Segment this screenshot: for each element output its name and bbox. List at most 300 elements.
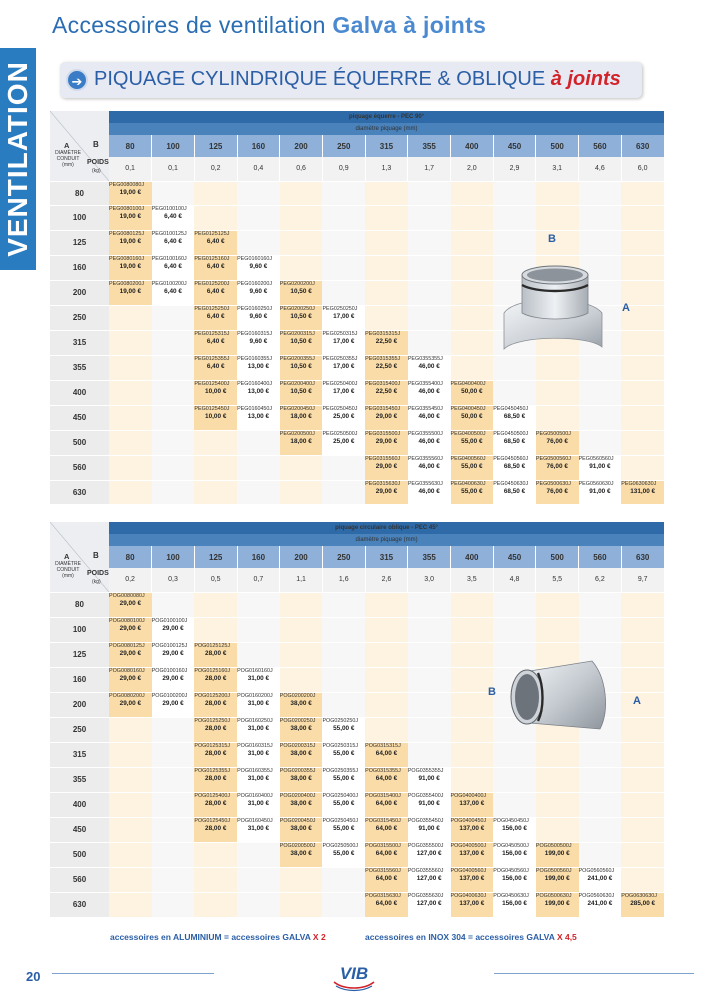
price-cell (621, 230, 664, 255)
table-row (50, 617, 664, 642)
product-price: 19,00 € (119, 212, 141, 220)
price-cell (280, 817, 323, 842)
table-row (50, 230, 664, 255)
footer-divider-right (494, 973, 694, 974)
weight-cell: 6,2 (579, 568, 622, 592)
price-cell (237, 230, 280, 255)
price-cell (408, 430, 451, 455)
product-price: 10,50 € (290, 337, 312, 345)
price-cell (451, 480, 494, 504)
product-code: PEG0200315J (279, 330, 315, 337)
row-label: 630 (50, 480, 109, 504)
product-code: POG0080200J (109, 692, 145, 699)
price-cell (579, 592, 622, 617)
product-price: 76,00 € (546, 487, 568, 495)
product-price: 38,00 € (290, 824, 312, 832)
product-price: 46,00 € (418, 387, 440, 395)
product-code: POG0355500J (407, 842, 444, 849)
product-code: POG0200315J (279, 742, 316, 749)
price-cell (536, 205, 579, 230)
product-code: POG0500500J (535, 842, 572, 849)
price-cell (237, 181, 280, 205)
price-cell (109, 717, 152, 742)
product-code: PEG0080160J (109, 255, 145, 262)
product-price: 38,00 € (290, 849, 312, 857)
product-code: PEG0125450J (194, 405, 230, 412)
price-cell (451, 867, 494, 892)
table-row (50, 480, 664, 504)
product-code: PEG0160315J (237, 330, 273, 337)
weight-cell: 0,1 (109, 157, 152, 181)
product-price: 6,40 € (164, 262, 182, 270)
price-cell (493, 617, 536, 642)
table-row (50, 792, 664, 817)
product-price: 18,00 € (290, 437, 312, 445)
product-code: POG0400630J (450, 892, 487, 899)
product-price: 29,00 € (162, 699, 184, 707)
product-price: 28,00 € (205, 724, 227, 732)
product-code: POG0560560J (578, 867, 615, 874)
price-cell (408, 230, 451, 255)
product-code: PEG0125200J (194, 280, 230, 287)
price-cell (621, 617, 664, 642)
price-cell (237, 717, 280, 742)
column-header: 450 (493, 546, 536, 568)
column-header: 315 (365, 135, 408, 157)
product-code: PEG0450500J (493, 430, 529, 437)
product-code: POG0160250J (237, 717, 273, 724)
product-price: 19,00 € (119, 262, 141, 270)
table-row (50, 205, 664, 230)
dimension-label-a-1: A (622, 302, 630, 314)
product-price: 55,00 € (461, 462, 483, 470)
column-header: 355 (408, 135, 451, 157)
product-price: 31,00 € (247, 799, 270, 807)
product-price: 29,00 € (119, 674, 141, 682)
product-price: 131,00 € (630, 487, 656, 495)
subtitle-accent: à joints (550, 68, 621, 90)
product-price: 6,40 € (164, 287, 182, 295)
price-cell (280, 430, 323, 455)
product-code: POG0315560J (365, 867, 401, 874)
product-code: PEG0450450J (493, 405, 529, 412)
price-cell (408, 255, 451, 280)
product-code: POG0355355J (407, 767, 444, 774)
product-price: 156,00 € (502, 874, 527, 882)
price-cell (579, 380, 622, 405)
product-code: PEG0560560J (578, 455, 614, 462)
product-code: PEG0355400J (407, 380, 443, 387)
product-code: PEG0315500J (365, 430, 401, 437)
dimension-label-b-1: B (548, 233, 556, 245)
price-cell (365, 455, 408, 480)
product-code: PEG0500630J (535, 480, 571, 487)
page-title (52, 12, 486, 39)
price-cell (493, 592, 536, 617)
price-cell (493, 181, 536, 205)
price-cell (365, 330, 408, 355)
product-price: 285,00 € (630, 899, 656, 907)
price-cell (451, 181, 494, 205)
corner-header (50, 111, 109, 181)
price-cell (280, 181, 323, 205)
page-number: 20 (26, 969, 41, 984)
product-code: POG0400500J (450, 842, 487, 849)
price-cell (237, 280, 280, 305)
price-cell (194, 405, 237, 430)
price-cell (621, 792, 664, 817)
row-label: 560 (50, 867, 109, 892)
product-code: POG0400400J (450, 792, 487, 799)
price-cell (237, 817, 280, 842)
price-cell (493, 792, 536, 817)
price-cell (109, 742, 152, 767)
price-cell (237, 255, 280, 280)
product-price: 50,00 € (461, 412, 483, 420)
weight-cell: 0,1 (152, 157, 195, 181)
weight-cell: 0,2 (194, 157, 237, 181)
price-cell (237, 592, 280, 617)
price-cell (152, 355, 195, 380)
product-code: POG0200355J (279, 767, 316, 774)
row-label: 125 (50, 230, 109, 255)
weight-cell: 3,1 (536, 157, 579, 181)
product-price: 46,00 € (418, 487, 440, 495)
product-code: PEG0125315J (194, 330, 230, 337)
price-cell (536, 792, 579, 817)
column-header: 160 (237, 546, 280, 568)
product-price: 22,50 € (375, 387, 398, 395)
price-cell (109, 867, 152, 892)
column-header: 200 (280, 546, 323, 568)
product-price: 241,00 € (587, 874, 613, 882)
weight-cell: 2,0 (451, 157, 494, 181)
row-label: 500 (50, 430, 109, 455)
price-cell (365, 305, 408, 330)
product-code: POG0160200J (237, 692, 273, 699)
weight-cell: 1,6 (322, 568, 365, 592)
product-price: 76,00 € (546, 437, 568, 445)
price-cell (109, 842, 152, 867)
table-row (50, 380, 664, 405)
product-code: PEG0355355J (407, 355, 443, 362)
price-cell (451, 617, 494, 642)
price-cell (194, 330, 237, 355)
table-banner: piquage circulaire oblique - PEC 45° (109, 522, 664, 534)
price-cell (621, 742, 664, 767)
product-price: 28,00 € (205, 699, 227, 707)
price-cell (365, 255, 408, 280)
price-cell (194, 642, 237, 667)
price-cell (280, 642, 323, 667)
price-cell (322, 867, 365, 892)
row-label: 400 (50, 792, 109, 817)
row-label: 80 (50, 181, 109, 205)
product-code: PEG0200355J (279, 355, 315, 362)
price-cell (621, 692, 664, 717)
price-cell (322, 717, 365, 742)
price-cell (536, 405, 579, 430)
product-code: PEG0250500J (322, 430, 358, 437)
row-label: 400 (50, 380, 109, 405)
price-cell (621, 767, 664, 792)
price-cell (621, 592, 664, 617)
product-price: 199,00 € (544, 899, 570, 907)
product-code: POG0355400J (407, 792, 444, 799)
product-code: PEG0400560J (450, 455, 486, 462)
product-code: PEG0100125J (151, 230, 187, 237)
price-cell (109, 181, 152, 205)
price-cell (322, 667, 365, 692)
price-cell (194, 667, 237, 692)
price-cell (365, 230, 408, 255)
product-price: 29,00 € (119, 624, 141, 632)
corner-a: A (64, 141, 70, 150)
dimension-label-b-2: B (488, 686, 496, 698)
price-cell (322, 792, 365, 817)
price-cell (408, 480, 451, 504)
product-price: 6,40 € (206, 287, 225, 295)
price-cell (621, 455, 664, 480)
price-cell (322, 355, 365, 380)
product-code: POG0500560J (535, 867, 572, 874)
table-row (50, 405, 664, 430)
price-cell (493, 767, 536, 792)
product-price: 13,00 € (247, 362, 270, 370)
product-code: POG0355630J (407, 892, 444, 899)
product-price: 64,00 € (375, 899, 398, 907)
price-cell (322, 430, 365, 455)
product-code: PEG0160160J (237, 255, 273, 262)
product-code: POG0315450J (365, 817, 401, 824)
product-code: PEG0160450J (237, 405, 273, 412)
product-price: 17,00 € (333, 337, 355, 345)
price-cell (322, 280, 365, 305)
price-cell (194, 355, 237, 380)
price-cell (365, 817, 408, 842)
price-cell (194, 480, 237, 504)
product-price: 10,50 € (290, 312, 312, 320)
corner-poids: POIDS (87, 570, 109, 577)
price-cell (280, 455, 323, 480)
product-code: PEG0080080J (109, 181, 145, 188)
product-price: 28,00 € (205, 774, 227, 782)
product-price: 76,00 € (546, 462, 568, 470)
price-cell (152, 592, 195, 617)
product-price: 19,00 € (119, 287, 141, 295)
product-code: POG0125315J (194, 742, 231, 749)
price-cell (280, 480, 323, 504)
product-code: PEG0355500J (407, 430, 443, 437)
product-code: POG0450500J (493, 842, 529, 849)
product-code: PEG0400400J (450, 380, 486, 387)
price-cell (451, 205, 494, 230)
product-price: 6,40 € (206, 262, 225, 270)
price-cell (109, 642, 152, 667)
product-price: 55,00 € (333, 849, 355, 857)
price-cell (237, 667, 280, 692)
price-cell (152, 330, 195, 355)
product-code: PEG0355630J (407, 480, 443, 487)
product-code: PEG0500500J (535, 430, 571, 437)
price-cell (109, 792, 152, 817)
weight-cell: 3,0 (408, 568, 451, 592)
product-price: 19,00 € (119, 188, 141, 196)
product-price: 29,00 € (119, 599, 141, 607)
price-cell (237, 892, 280, 917)
product-code: POG0630630J (621, 892, 657, 899)
price-cell (109, 592, 152, 617)
price-cell (194, 617, 237, 642)
product-price: 10,50 € (290, 387, 312, 395)
price-cell (280, 717, 323, 742)
price-cell (536, 742, 579, 767)
price-cell (451, 330, 494, 355)
product-price: 28,00 € (205, 649, 227, 657)
price-cell (237, 305, 280, 330)
column-header: 630 (621, 135, 664, 157)
price-cell (322, 692, 365, 717)
price-cell (365, 717, 408, 742)
product-code: PEG0450560J (493, 455, 529, 462)
product-price: 55,00 € (333, 749, 355, 757)
price-cell (536, 817, 579, 842)
price-cell (109, 355, 152, 380)
corner-header (50, 522, 109, 592)
product-price: 64,00 € (375, 774, 398, 782)
product-code: PEG0125160J (194, 255, 230, 262)
column-header: 400 (451, 135, 494, 157)
product-price: 46,00 € (418, 362, 440, 370)
product-code: POG0250450J (322, 817, 359, 824)
price-cell (152, 480, 195, 504)
price-cell (408, 617, 451, 642)
price-cell (109, 480, 152, 504)
product-price: 29,00 € (119, 649, 141, 657)
price-cell (579, 181, 622, 205)
product-code: POG0160160J (237, 667, 273, 674)
table-row (50, 842, 664, 867)
product-price: 29,00 € (375, 437, 398, 445)
row-label: 100 (50, 205, 109, 230)
price-cell (493, 380, 536, 405)
price-cell (493, 842, 536, 867)
price-cell (280, 255, 323, 280)
product-price: 38,00 € (290, 749, 312, 757)
subtitle-main: PIQUAGE CYLINDRIQUE ÉQUERRE & OBLIQUE (94, 68, 546, 90)
product-price: 64,00 € (375, 799, 398, 807)
table-subbanner: diamètre piquage (mm) (109, 534, 664, 546)
price-cell (536, 617, 579, 642)
product-code: PEG0080125J (109, 230, 145, 237)
product-code: POG0125125J (194, 642, 231, 649)
price-cell (152, 742, 195, 767)
footnote-inox (365, 932, 577, 942)
price-cell (451, 842, 494, 867)
product-code: PEG0080200J (109, 280, 145, 287)
product-price: 22,50 € (375, 362, 398, 370)
product-price: 91,00 € (418, 774, 440, 782)
subtitle-text (94, 68, 621, 91)
piquage-equerre-photo (496, 255, 608, 359)
product-price: 91,00 € (589, 487, 611, 495)
product-code: POG0315400J (365, 792, 401, 799)
corner-diametre: DIAMÈTRE CONDUIT (mm) (55, 150, 81, 168)
price-cell (365, 892, 408, 917)
product-code: POG0100160J (151, 667, 188, 674)
price-cell (536, 767, 579, 792)
product-price: 46,00 € (418, 437, 440, 445)
product-code: PEG0400500J (450, 430, 486, 437)
weight-cell: 2,6 (365, 568, 408, 592)
row-label: 630 (50, 892, 109, 917)
product-code: PEG0315315J (365, 330, 401, 337)
product-price: 137,00 € (459, 874, 485, 882)
product-price: 46,00 € (418, 462, 440, 470)
price-cell (408, 892, 451, 917)
price-cell (194, 380, 237, 405)
price-cell (579, 480, 622, 504)
price-cell (621, 717, 664, 742)
product-code: POG0355450J (407, 817, 444, 824)
price-cell (280, 792, 323, 817)
product-price: 241,00 € (587, 899, 613, 907)
product-price: 10,50 € (290, 287, 312, 295)
weight-cell: 0,3 (152, 568, 195, 592)
price-cell (322, 380, 365, 405)
price-cell (237, 205, 280, 230)
product-price: 38,00 € (290, 724, 312, 732)
price-cell (365, 405, 408, 430)
price-cell (237, 842, 280, 867)
price-cell (280, 867, 323, 892)
product-code: PEG0125400J (194, 380, 230, 387)
price-cell (322, 617, 365, 642)
price-cell (536, 592, 579, 617)
product-price: 55,00 € (333, 724, 355, 732)
product-code: PEG0200200J (279, 280, 315, 287)
price-cell (365, 742, 408, 767)
price-cell (237, 380, 280, 405)
weight-cell: 1,3 (365, 157, 408, 181)
price-cell (280, 767, 323, 792)
price-cell (536, 842, 579, 867)
product-price: 55,00 € (333, 774, 355, 782)
product-price: 28,00 € (205, 799, 227, 807)
product-code: POG0160315J (237, 742, 273, 749)
price-cell (621, 480, 664, 504)
price-cell (579, 892, 622, 917)
product-price: 28,00 € (205, 674, 227, 682)
price-cell (365, 692, 408, 717)
price-cell (451, 892, 494, 917)
weight-cell: 0,6 (280, 157, 323, 181)
price-cell (365, 355, 408, 380)
product-price: 29,00 € (119, 699, 141, 707)
column-header: 125 (194, 546, 237, 568)
row-label: 200 (50, 280, 109, 305)
price-cell (152, 642, 195, 667)
row-label: 355 (50, 767, 109, 792)
price-cell (365, 867, 408, 892)
price-cell (280, 330, 323, 355)
price-cell (451, 717, 494, 742)
price-cell (152, 817, 195, 842)
product-code: PEG0250450J (322, 405, 358, 412)
product-price: 29,00 € (375, 462, 398, 470)
product-price: 29,00 € (375, 487, 398, 495)
product-code: POG0560630J (578, 892, 615, 899)
